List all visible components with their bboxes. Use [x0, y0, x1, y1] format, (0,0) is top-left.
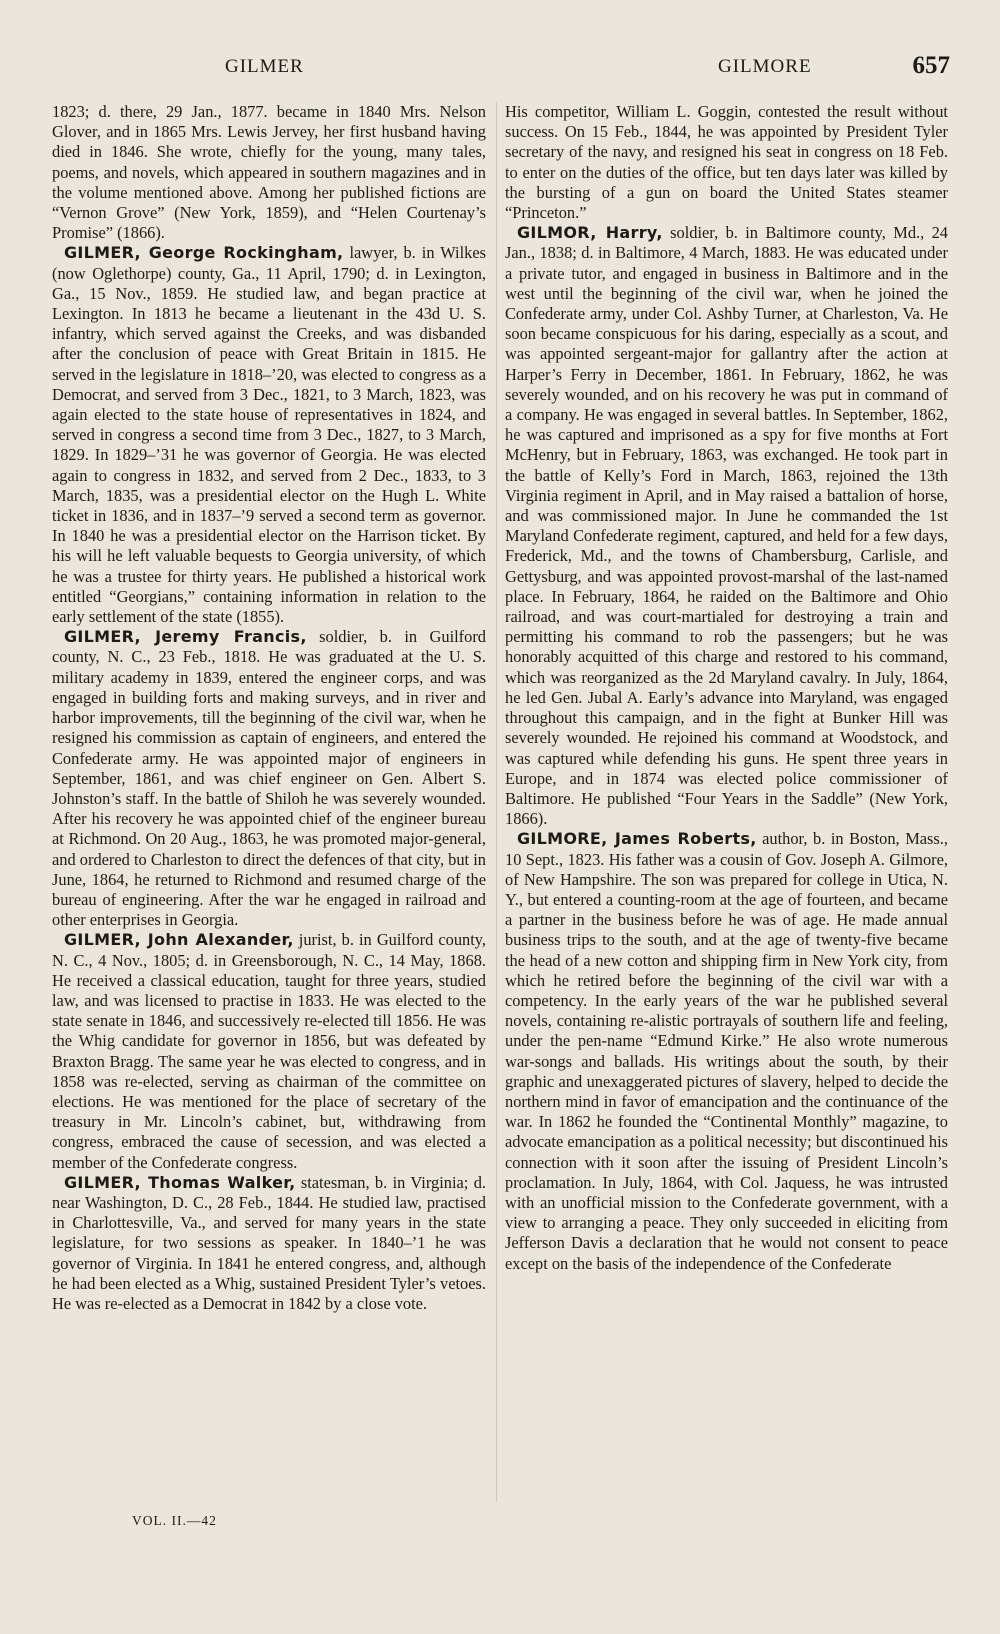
- entry-text: soldier, b. in Baltimore county, Md., 24 Jan., 1838; d. in Baltimore, 4 March, 1883. He was educated under a private tutor, and engaged in business in Baltimore and in the west until the beginning of the civil war, when he joined the Confederate army, under Col. Ashby Turner, at Charleston, Va. He soon became conspicuous for his daring, especially as a scout, and was appointed sergeant-major for gallantry after the action at Harper’s Ferry in December, 1861. In February, 1862, he was severely wounded, and on his recovery he was put in command of a company. He was engaged in several battles. In September, 1862, he was captured and imprisoned as a spy for five months at Fort McHenry, but in February, 1863, was exchanged. He took part in the battle of Kelly’s Ford in March, 1863, rejoined the 13th Virginia regiment in April, and in May raised a battalion of horse, and was commissioned major. In June he commanded the 1st Maryland Confederate regiment, captured, and held for a few days, Frederick, Md., and the towns of Chambersburg, Carlisle, and Gettysburg, and was appointed provost-marshal of the last-named place. In February, 1864, he raided on the Baltimore and Ohio railroad, and was court-martialed for destroying a train and permitting his command to rob the passengers; but he was honorably acquitted of this charge and restored to his command, which was reorganized as the 2d Maryland cavalry. In July, 1864, he led Gen. Jubal A. Early’s advance into Maryland, was engaged throughout this campaign, and in the fight at Bunker Hill was severely wounded. He rejoined his command at Woodstock, and was captured while defending his guns. He spent three years in Europe, and in 1874 was elected police commissioner of Baltimore. He published “Four Years in the Saddle” (New York, 1866).: [505, 223, 948, 829]
- entry-heading: GILMER, John Alexander,: [64, 930, 294, 950]
- entry-gilmor-harry: [505, 223, 948, 829]
- entry-text: statesman, b. in Virginia; d. near Washington, D. C., 28 Feb., 1844. He studied law, practised in Charlottesville, Va., and served for many years in the state legislature, for two sessions as speaker. In 1840–’1 he was governor of Virginia. In 1841 he entered congress, and, although he had been elected as a Whig, sustained President Tyler’s vetoes. He was re-elected as a Democrat in 1842 by a close vote.: [52, 1172, 486, 1313]
- entry-text: lawyer, b. in Wilkes (now Oglethorpe) county, Ga., 11 April, 1790; d. in Lexington, Ga., 15 Nov., 1859. He studied law, and began practice at Lexington. In 1813 he became a lieutenant in the 43d U. S. infantry, which served against the Creeks, and was disbanded after the conclusion of peace with Great Britain in 1815. He served in the legislature in 1818–’20, was elected to congress as a Democrat, and served from 3 Dec., 1821, to 3 March, 1823, was again elected to the state house of representatives in 1824, and served in congress a second time from 3 Dec., 1827, to 3 March, 1829. In 1829–’31 he was governor of Georgia. He was elected again to congress in 1832, and served from 2 Dec., 1833, to 3 March, 1835, was a presidential elector on the Hugh L. White ticket in 1836, and in 1837–’9 served a second term as governor. In 1840 he was a presidential elector on the Harrison ticket. By his will he left valuable bequests to Georgia university, of which he was a trustee for thirty years. He published a historical work entitled “Georgians,” containing information in relation to the early settlement of the state (1855).: [52, 243, 486, 627]
- entry-text: author, b. in Boston, Mass., 10 Sept., 1823. His father was a cousin of Gov. Joseph A. Gilmore, of New Hampshire. The son was prepared for college in Utica, N. Y., but entered a counting-room at the age of fourteen, and became a partner in the business before he was of age. He made annual business trips to the south, and at the age of twenty-five became the head of a new cotton and shipping firm in New York city, from which he retired before the beginning of the civil war with a competency. In the early years of the war he published several novels, containing re-alistic portrayals of southern life and feeling, under the pen-name “Edmund Kirke.” He also wrote numerous war-songs and ballads. His writings about the south, by their graphic and unexaggerated pictures of slavery, helped to decide the northern mind in favor of emancipation and the continuance of the war. In 1862 he founded the “Continental Monthly” magazine, to advocate emancipation as a political necessity; but discontinued his connection with it soon after the issuing of President Lincoln’s proclamation. In July, 1864, with Col. Jaquess, he was intrusted with an unofficial mission to the Confederate government, with a view to arranging a peace. They only succeeded in eliciting from Jefferson Davis a declaration that he would not consent to peace except on the basis of the independence of the Confederate: [505, 829, 948, 1273]
- entry-heading: GILMER, George Rockingham,: [64, 243, 344, 263]
- entry-gilmer-john: [52, 930, 486, 1172]
- entry-gilmer-thomas: [52, 1173, 486, 1314]
- entry-heading: GILMER, Thomas Walker,: [64, 1172, 296, 1192]
- header-right-guide-word: GILMORE: [718, 56, 812, 77]
- entry-gilmer-jeremy: [52, 627, 486, 930]
- entry-heading: GILMER, Jeremy Francis,: [64, 627, 307, 647]
- page-number: 657: [912, 52, 950, 79]
- entry-gilmore-james: [505, 829, 948, 1273]
- header-left-guide-word: GILMER: [225, 56, 304, 77]
- entry-text: soldier, b. in Guilford county, N. C., 23 Feb., 1818. He was graduated at the U. S. military academy in 1839, entered the engineer corps, and was engaged in building forts and making surveys, and in river and harbor improvements, till the beginning of the civil war, when he resigned his commission as captain of engineers, and entered the Confederate army. He was appointed major of engineers in September, 1861, and was chief engineer on Gen. Albert S. Johnston’s staff. In the battle of Shiloh he was severely wounded. After his recovery he was appointed chief of the engineer bureau at Richmond. On 20 Aug., 1863, he was promoted major-general, and ordered to Charleston to direct the defences of that city, but in June, 1864, he returned to Richmond and resumed charge of the bureau of engineering. After the war he engaged in railroad and other enterprises in Georgia.: [52, 627, 486, 930]
- column-gutter: [496, 102, 497, 1502]
- running-header: [40, 52, 960, 92]
- entry-text: jurist, b. in Guilford county, N. C., 4 Nov., 1805; d. in Greensborough, N. C., 14 May, 1868. He received a classical education, taught for three years, studied law, and was licensed to practise in 1833. He was elected to the state senate in 1846, and successively re-elected till 1856. He was the Whig candidate for governor in 1856, but was defeated by Braxton Bragg. The same year he was elected to congress, and in 1858 was re-elected, serving as chairman of the committee on elections. He was mentioned for the place of secretary of the treasury in Mr. Lincoln’s cabinet, but, withdrawing from congress, embraced the cause of secession, and was elected a member of the Confederate congress.: [52, 930, 486, 1172]
- left-column: [52, 102, 486, 1314]
- right-column: [505, 102, 948, 1274]
- continued-paragraph: 1823; d. there, 29 Jan., 1877. became in 1840 Mrs. Nelson Glover, and in 1865 Mrs. Lewis Jervey, her first husband having died in 1846. She wrote, chiefly for the young, many tales, poems, and novels, which appeared in southern magazines and in the volume mentioned above. Among her published fictions are “Vernon Grove” (New York, 1859), and “Helen Courtenay’s Promise” (1866).: [52, 102, 486, 243]
- signature-mark: VOL. II.—42: [132, 1513, 217, 1528]
- entry-gilmer-george: [52, 243, 486, 627]
- entry-heading: GILMOR, Harry,: [517, 223, 663, 243]
- continued-paragraph: His competitor, William L. Goggin, contested the result without success. On 15 Feb., 1844, he was appointed by President Tyler secretary of the navy, and resigned his seat in congress on 18 Feb. to enter on the duties of the office, but ten days later was killed by the bursting of a gun on board the United States steamer “Princeton.”: [505, 102, 948, 223]
- entry-heading: GILMORE, James Roberts,: [517, 829, 757, 849]
